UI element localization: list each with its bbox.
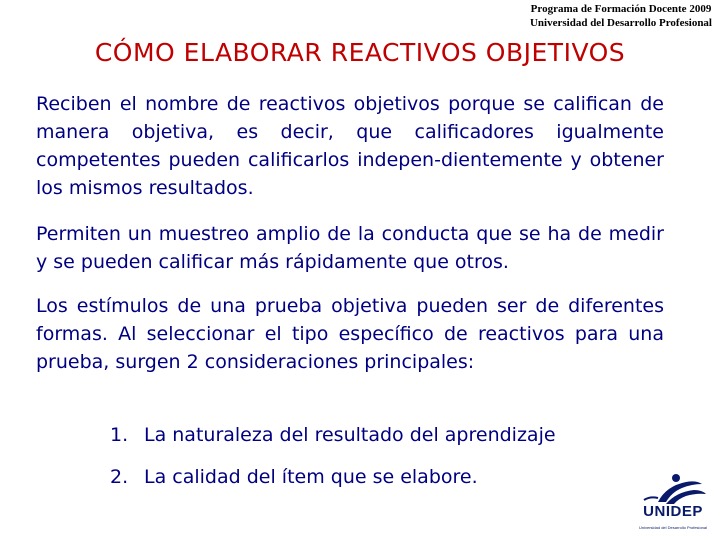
slide-title: CÓMO ELABORAR REACTIVOS OBJETIVOS [94,38,626,67]
header-university: Universidad del Desarrollo Profesional [529,17,712,29]
list-number: 1. [110,424,129,446]
header-credit [530,2,712,30]
list-text: La naturaleza del resultado del aprendizaje [144,424,556,446]
header-program: Programa de Formación Docente 2009 [530,3,712,15]
paragraph-sampling: Permiten un muestreo amplio de la conducta que se ha de medir y se pueden calificar más rápidamente que otros. [36,223,664,273]
logo-wordmark: UNIDEP [643,503,703,520]
list-item [110,463,478,491]
list-item [110,421,556,449]
unidep-logo [636,472,710,532]
logo-tagline: Universidad del Desarrollo Profesional [638,525,708,530]
paragraph-definition: Reciben el nombre de reactivos objetivos porque se califican de manera objetiva, es decir, que calificadores igualmente competentes pueden calificarlos indepen-dientemente y obtener los mismos resultados. [36,93,664,199]
list-number: 2. [110,466,129,488]
list-text: La calidad del ítem que se elabore. [144,466,478,488]
running-figure-icon [636,472,710,506]
paragraph-stimuli: Los estímulos de una prueba objetiva pueden ser de diferentes formas. Al seleccionar el tipo específico de reactivos para una prueba, surgen 2 consideraciones principales: [36,295,664,373]
